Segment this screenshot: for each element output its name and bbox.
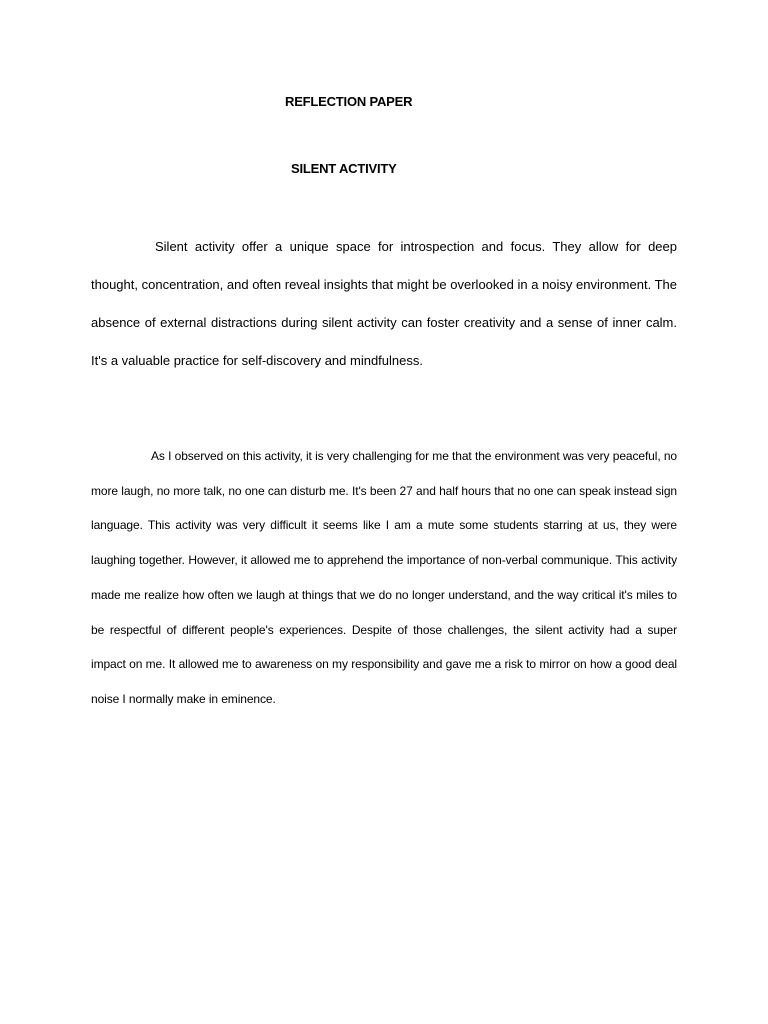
- paragraph-introduction: Silent activity offer a unique space for introspection and focus. They allow for deep thought, concentration, and often reveal insights that might be overlooked in a noisy environment. The absence of external distractions during silent activity can foster creativity and a sense of inner calm. It's a valuable practice for self-discovery and mindfulness.: [91, 239, 677, 368]
- document-title: REFLECTION PAPER: [285, 94, 413, 109]
- document-subtitle: SILENT ACTIVITY: [291, 161, 397, 176]
- paragraph-reflection: As I observed on this activity, it is very challenging for me that the environment was very peaceful, no more laugh, no more talk, no one can disturb me. It's been 27 and half hours that no one can speak instead sign language. This activity was very difficult it seems like I am a mute some students starring at us, they were laughing together. However, it allowed me to apprehend the importance of non-verbal communique. This activity made me realize how often we laugh at things that we do no longer understand, and the way critical it's miles to be respectful of different people's experiences. Despite of those challenges, the silent activity had a super impact on me. It allowed me to awareness on my responsibility and gave me a risk to mirror on how a good deal noise I normally make in eminence.: [91, 449, 677, 706]
